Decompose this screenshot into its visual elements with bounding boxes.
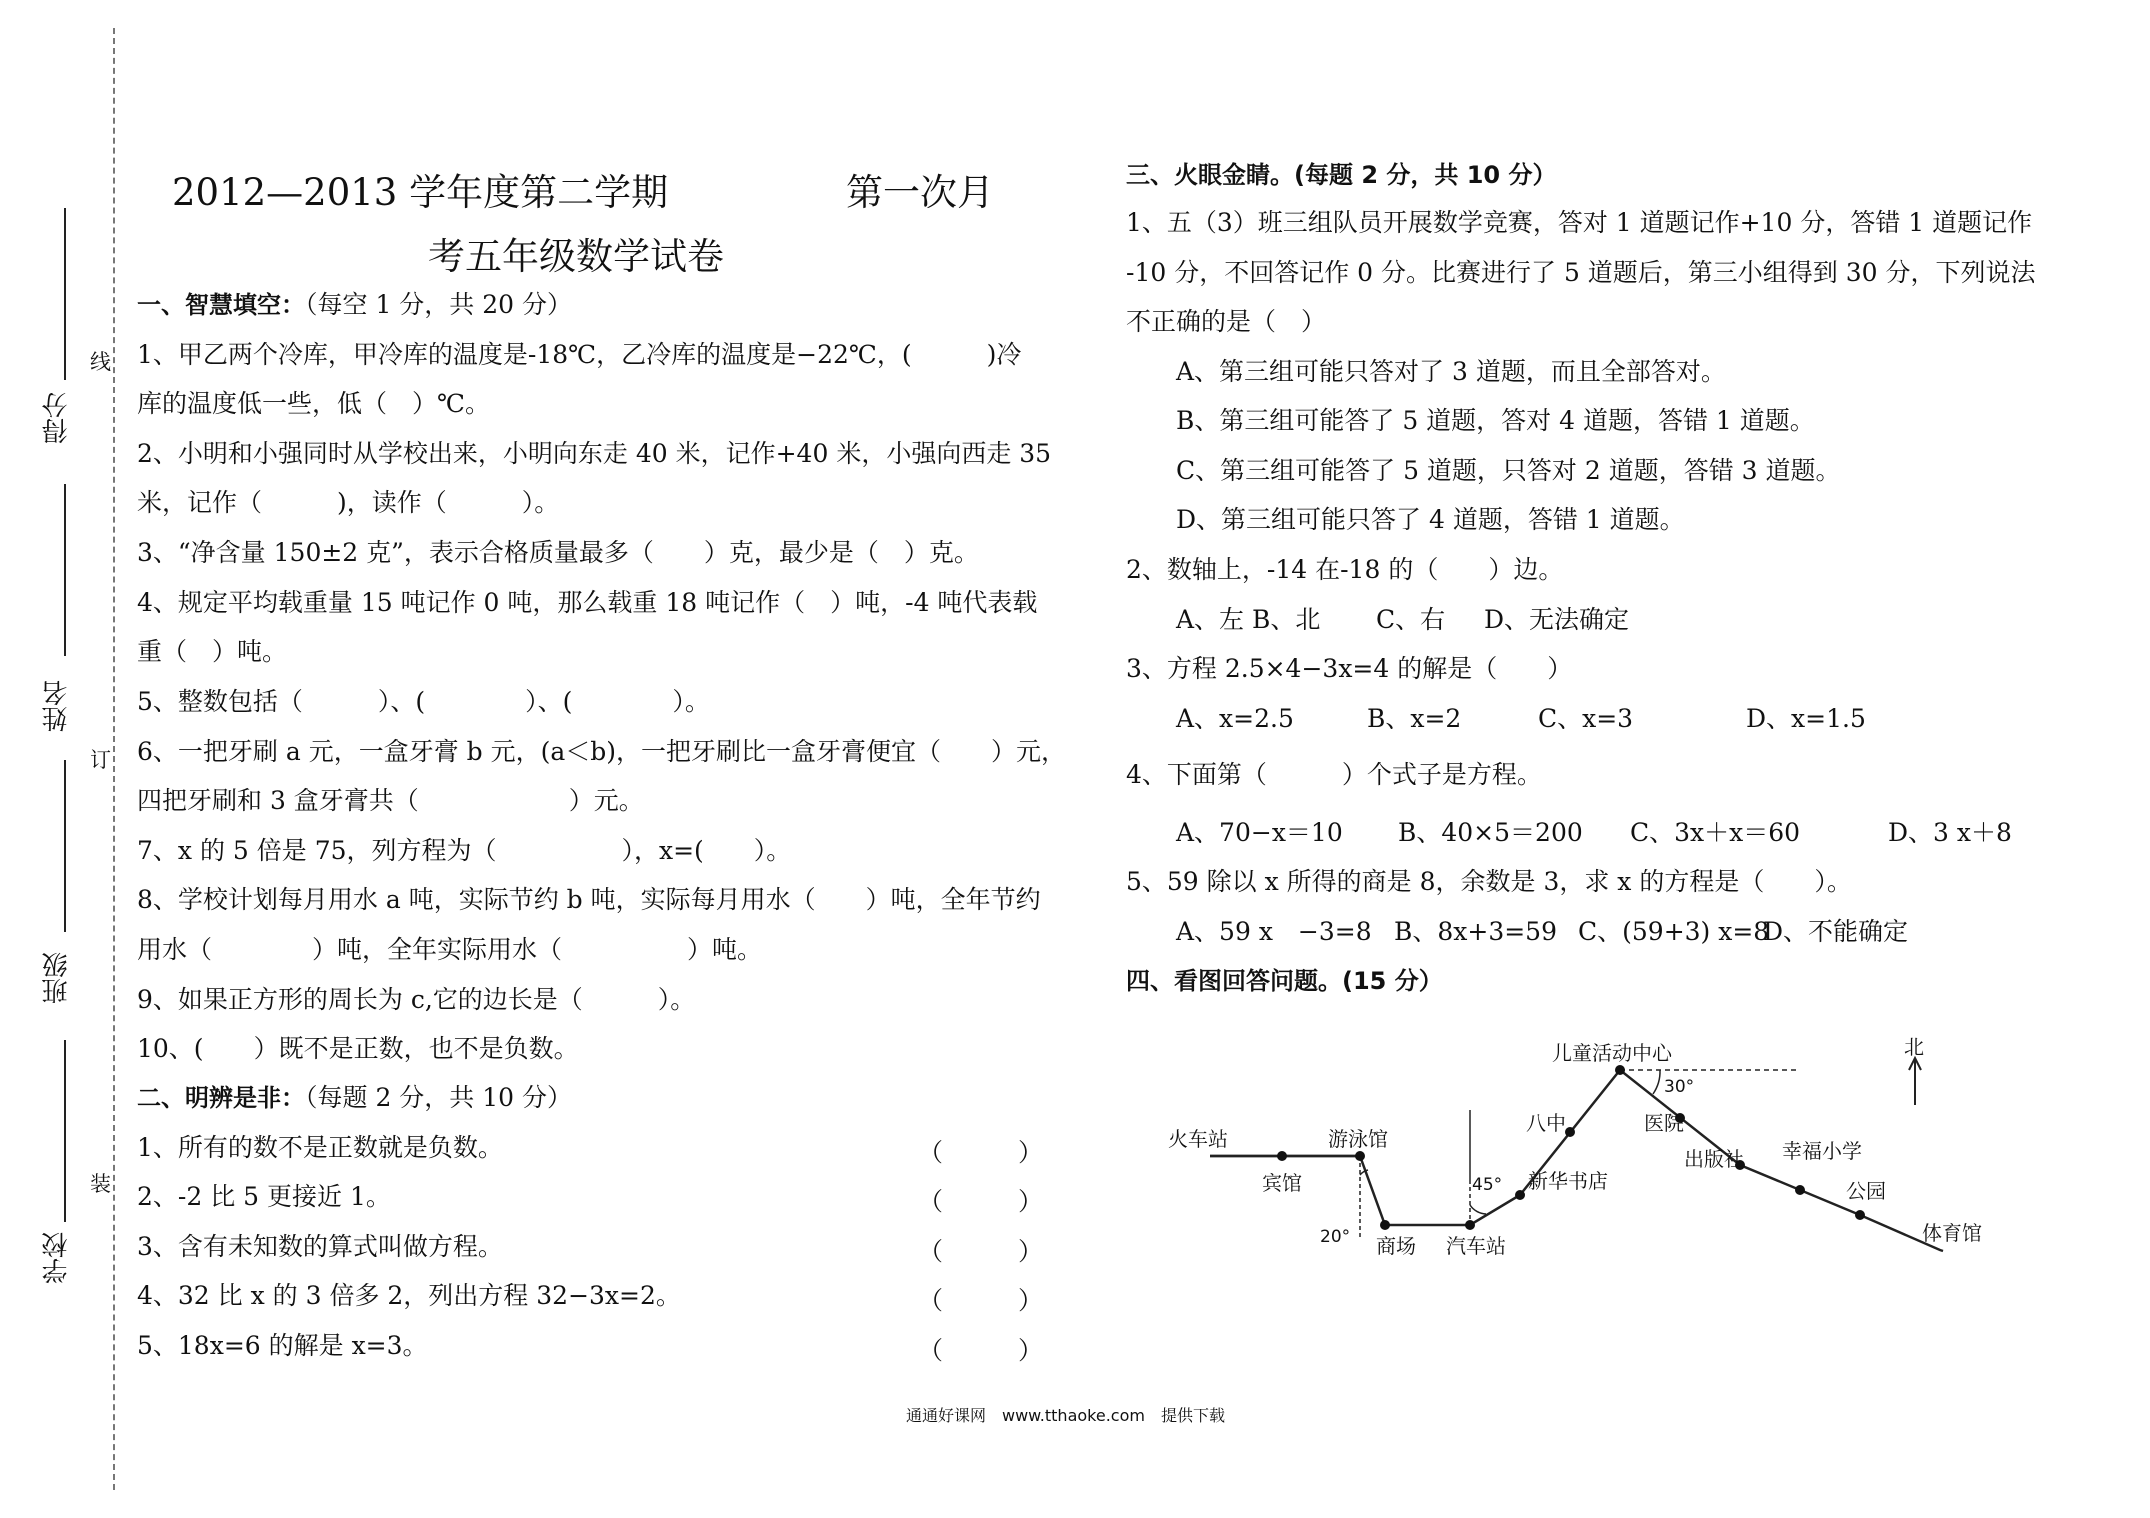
s3-q3-option-a: A、x=2.5 [1176, 704, 1294, 733]
s2-item-5: 5、18x=6 的解是 x=3。 [137, 1331, 428, 1360]
s1-line-6: 4、规定平均载重量 15 吨记作 0 吨，那么载重 18 吨记作（ ）吨，-4 吨代表载 [137, 588, 1038, 617]
s1-line-14: 9、如果正方形的周长为 c,它的边长是（ ）。 [137, 985, 696, 1014]
s3-q1-option-d: D、第三组可能只答了 4 道题，答错 1 道题。 [1176, 505, 1685, 534]
label-train-station: 火车站 [1168, 1127, 1228, 1151]
s3-q4-option-a: A、70−x＝10 [1176, 818, 1343, 847]
s3-q1-option-b: B、第三组可能答了 5 道题，答对 4 道题，答错 1 道题。 [1176, 406, 1815, 435]
s3-q5-option-b: B、8x+3=59 [1394, 917, 1557, 946]
school-field-label: 学校 [42, 1232, 72, 1284]
s3-q5-option-a: A、59 x −3=8 [1176, 917, 1372, 946]
s3-q4: 4、下面第（ ）个式子是方程。 [1126, 760, 1542, 789]
s2-item-3: 3、含有未知数的算式叫做方程。 [137, 1232, 503, 1261]
node-pool [1355, 1151, 1365, 1161]
s1-line-1: 1、甲乙两个冷库，甲冷库的温度是-18℃，乙冷库的温度是−22℃，( )冷 [137, 340, 1022, 369]
cut-char-xian: 线 [90, 350, 111, 374]
node-park [1855, 1210, 1865, 1220]
label-school8: 八中 [1526, 1111, 1566, 1135]
title-year-term: 2012—2013 学年度第二学期 [172, 171, 669, 214]
s1-line-9: 6、一把牙刷 a 元，一盒牙膏 b 元，(a＜b)，一把牙刷比一盒牙膏便宜（ ）元， [137, 737, 1067, 766]
label-xingfu-school: 幸福小学 [1782, 1139, 1862, 1163]
label-park: 公园 [1846, 1179, 1886, 1203]
s1-line-12: 8、学校计划每月用水 a 吨，实际节约 b 吨，实际每月用水（ ）吨，全年节约 [137, 885, 1041, 914]
footer-credit: 通通好课网 www.tthaoke.com 提供下载 [906, 1406, 1225, 1425]
label-angle-30: 30° [1664, 1077, 1695, 1097]
name-field-line [64, 484, 66, 656]
s2-answer-2[interactable]: （ ） [918, 1187, 1044, 1216]
node-children-center [1615, 1065, 1625, 1075]
section4-heading: 四、看图回答问题。(15 分） [1126, 967, 1443, 995]
section2-heading: 二、明辨是非： [137, 1084, 305, 1112]
label-children-center: 儿童活动中心 [1552, 1041, 1672, 1065]
section2-header [137, 1083, 572, 1113]
s3-q3: 3、方程 2.5×4−3x=4 的解是（ ） [1126, 654, 1573, 683]
section2-score: （每题 2 分，共 10 分） [305, 1083, 573, 1112]
s2-answer-5[interactable]: （ ） [918, 1336, 1044, 1365]
s3-q2-option-b: B、北 [1252, 605, 1321, 634]
s3-q1-line-3: 不正确的是（ ） [1126, 307, 1327, 336]
section1-score: （每空 1 分，共 20 分） [305, 290, 573, 319]
s1-line-4: 米，记作（ )，读作（ ）。 [137, 488, 560, 517]
s3-q4-option-b: B、40×5＝200 [1398, 818, 1583, 847]
school-field-line [64, 1040, 66, 1222]
score-field-label: 得分 [42, 392, 72, 444]
s1-line-5: 3、“净含量 150±2 克”，表示合格质量最多（ ）克，最少是（ ）克。 [137, 538, 979, 567]
s1-line-10: 四把牙刷和 3 盒牙膏共（ ）元。 [137, 786, 644, 815]
s3-q4-option-c: C、3x＋x＝60 [1630, 818, 1801, 847]
s3-q5-option-c: C、(59+3) x=8 [1578, 917, 1770, 946]
binding-cut-line [113, 28, 115, 1490]
node-xingfu-school [1795, 1185, 1805, 1195]
s3-q3-option-c: C、x=3 [1538, 704, 1634, 733]
node-bus-station [1465, 1220, 1475, 1230]
s1-line-11: 7、x 的 5 倍是 75，列方程为（ ），x=( ）。 [137, 836, 792, 865]
s3-q1-option-c: C、第三组可能答了 5 道题，只答对 2 道题，答错 3 道题。 [1176, 456, 1841, 485]
s1-line-13: 用水（ ）吨，全年实际用水（ ）吨。 [137, 935, 763, 964]
s1-line-3: 2、小明和小强同时从学校出来，小明向东走 40 米，记作+40 米，小强向西走 35 [137, 439, 1052, 468]
s3-q3-option-d: D、x=1.5 [1746, 704, 1866, 733]
s1-line-7: 重（ ）吨。 [137, 637, 288, 666]
section1-header [137, 290, 572, 320]
node-bookstore [1515, 1190, 1525, 1200]
s3-q2-option-d: D、无法确定 [1484, 605, 1630, 634]
class-field-line [64, 760, 66, 932]
section1-heading: 一、智慧填空： [137, 291, 305, 319]
label-bus-station: 汽车站 [1446, 1234, 1506, 1258]
north-label: 北 [1904, 1035, 1924, 1059]
s2-item-2: 2、-2 比 5 更接近 1。 [137, 1182, 391, 1211]
node-mall [1380, 1220, 1390, 1230]
s3-q1-option-a: A、第三组可能只答对了 3 道题，而且全部答对。 [1176, 357, 1726, 386]
s2-answer-1[interactable]: （ ） [918, 1138, 1044, 1167]
label-angle-45: 45° [1472, 1175, 1503, 1195]
s2-item-1: 1、所有的数不是正数就是负数。 [137, 1133, 503, 1162]
label-bookstore: 新华书店 [1528, 1169, 1608, 1193]
s1-line-8: 5、整数包括（ ）、( ）、( ）。 [137, 687, 710, 716]
node-school8 [1565, 1127, 1575, 1137]
s3-q2-option-c: C、右 [1376, 605, 1446, 634]
node-hotel [1277, 1151, 1287, 1161]
cut-char-zhuang: 装 [90, 1172, 111, 1196]
label-publisher: 出版社 [1684, 1147, 1744, 1171]
label-hospital: 医院 [1644, 1111, 1684, 1135]
s3-q5: 5、59 除以 x 所得的商是 8，余数是 3，求 x 的方程是（ ）。 [1126, 867, 1852, 896]
class-field-label: 班级 [42, 952, 72, 1004]
label-stadium: 体育馆 [1922, 1221, 1982, 1245]
s3-q3-option-b: B、x=2 [1367, 704, 1462, 733]
cut-char-ding: 订 [90, 748, 111, 772]
title-monthly: 第一次月 [846, 171, 994, 214]
score-field-line [64, 208, 66, 380]
section3-heading: 三、火眼金睛。(每题 2 分，共 10 分） [1126, 161, 1557, 189]
s3-q1-line-1: 1、五（3）班三组队员开展数学竞赛，答对 1 道题记作+10 分，答错 1 道题记作 [1126, 208, 2033, 237]
label-pool: 游泳馆 [1328, 1127, 1388, 1151]
label-hotel: 宾馆 [1262, 1171, 1302, 1195]
s1-line-2: 库的温度低一些，低（ ）℃。 [137, 389, 490, 418]
name-field-label: 姓名 [42, 680, 72, 732]
s2-answer-4[interactable]: （ ） [918, 1286, 1044, 1315]
s3-q5-option-d: D、不能确定 [1763, 917, 1909, 946]
s3-q2-option-a: A、左 [1176, 605, 1245, 634]
s3-q2: 2、数轴上，-14 在-18 的（ ）边。 [1126, 555, 1564, 584]
s2-answer-3[interactable]: （ ） [918, 1237, 1044, 1266]
title-grade-exam: 考五年级数学试卷 [428, 235, 724, 278]
s2-item-4: 4、32 比 x 的 3 倍多 2，列出方程 32−3x=2。 [137, 1281, 681, 1310]
s1-line-15: 10、( ）既不是正数，也不是负数。 [137, 1034, 579, 1063]
route-map [1160, 1030, 2020, 1280]
s3-q1-line-2: -10 分，不回答记作 0 分。比赛进行了 5 道题后，第三小组得到 30 分，下列说法 [1126, 258, 2036, 287]
label-angle-20: 20° [1320, 1227, 1351, 1247]
s3-q4-option-d: D、3 x＋8 [1888, 818, 2012, 847]
label-mall: 商场 [1376, 1234, 1416, 1258]
